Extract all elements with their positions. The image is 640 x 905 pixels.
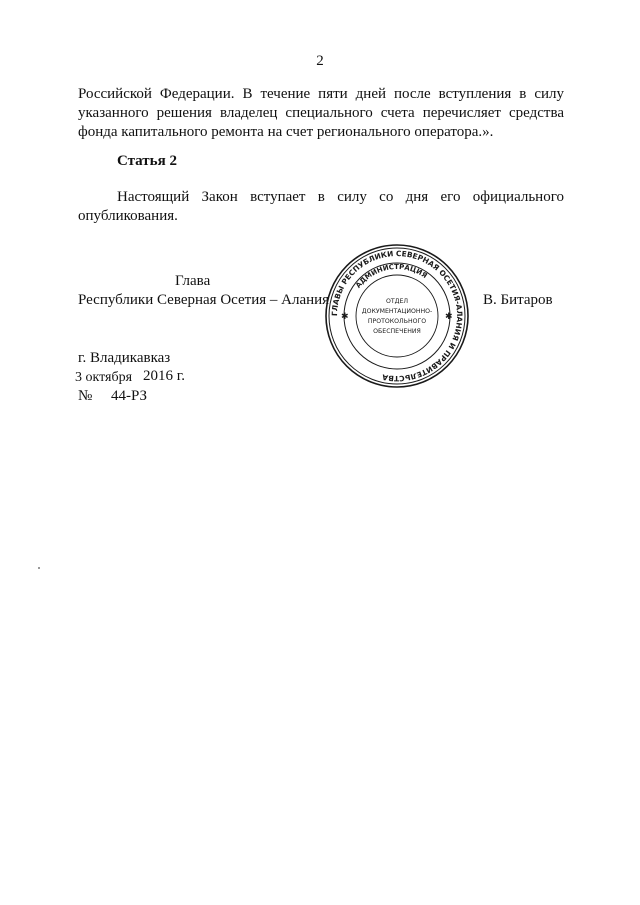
seal-outer-text: ГЛАВЫ РЕСПУБЛИКИ СЕВЕРНАЯ ОСЕТИЯ-АЛАНИЯ И ПРАВИТЕЛЬСТВА [329,248,465,384]
body-line-3: фонда капитального ремонта на счет регионального оператора.». [78,124,494,140]
date-year: 2016 г. [143,368,185,384]
seal-inner-arc-text: АДМИНИСТРАЦИЯ [354,262,429,290]
article-line-2: опубликования. [78,208,178,224]
seal-star-right-icon: ✱ [445,312,453,322]
signature-title: Глава [175,273,211,289]
seal-center-line-2: ДОКУМЕНТАЦИОННО- [361,308,433,315]
seal-inner-ring [356,275,438,357]
seal-center-line-3: ПРОТОКОЛЬНОГО [367,318,427,325]
document-number: 44-РЗ [111,388,148,404]
scan-speck [38,567,40,569]
article-line-1: Настоящий Закон вступает в силу со дня его официального [117,189,564,205]
signature-organization: Республики Северная Осетия – Алания [78,292,330,308]
body-line-2: указанного решения владелец специального счета перечисляет средства [78,105,564,121]
official-seal-stamp [324,243,470,389]
article-heading: Статья 2 [117,153,177,169]
city-line: г. Владикавказ [78,350,171,366]
seal-center-line-1: ОТДЕЛ [385,298,409,305]
signatory-name: В. Битаров [483,292,553,308]
date-day: 3 октября [75,370,133,385]
body-line-1: Российской Федерации. В течение пяти дней после вступления в силу [78,86,564,102]
seal-center-line-4: ОБЕСПЕЧЕНИЯ [373,328,421,335]
seal-star-left-icon: ✱ [341,312,349,322]
document-number-sign: № [78,388,93,404]
page-number: 2 [316,53,324,69]
